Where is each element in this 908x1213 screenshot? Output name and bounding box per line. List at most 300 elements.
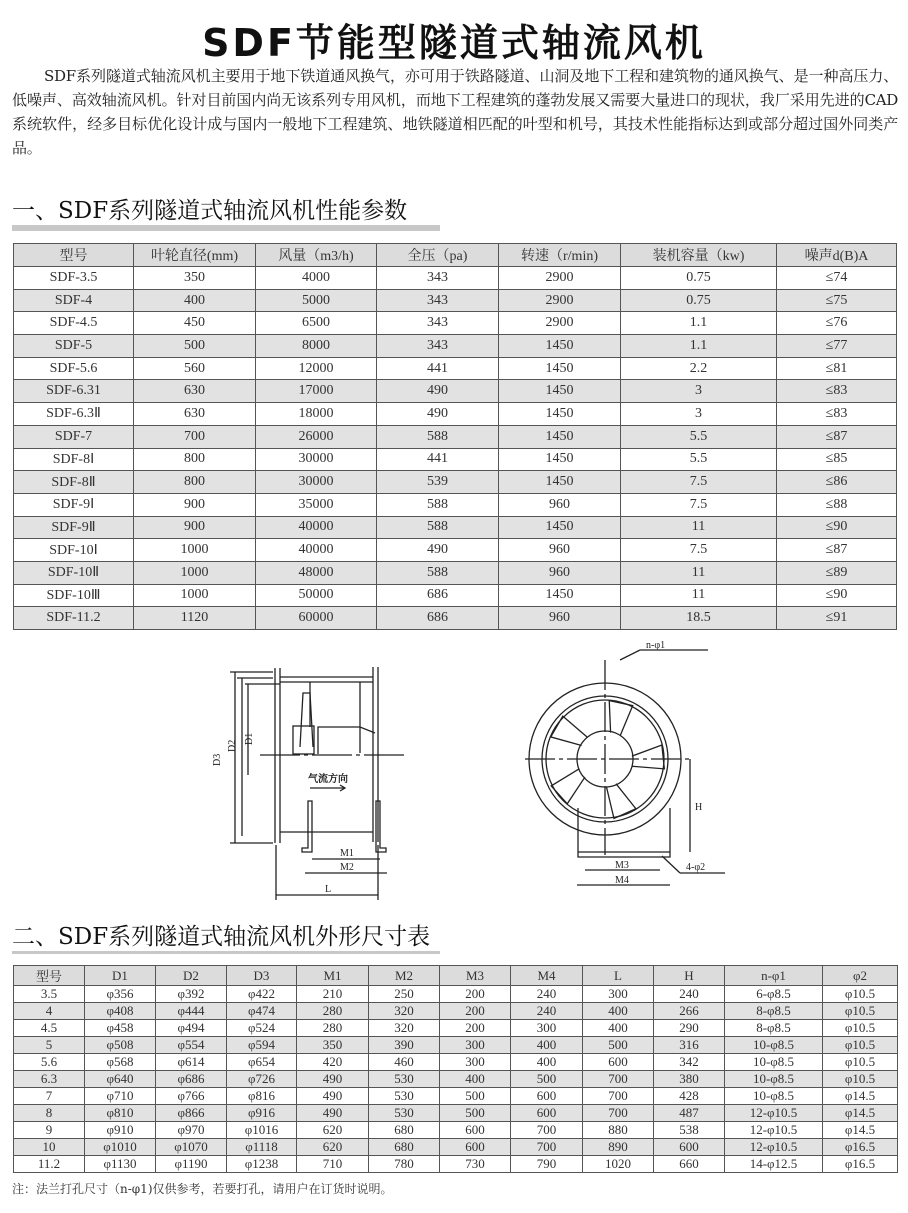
table-cell: φ444 <box>156 1003 227 1020</box>
table-cell: φ392 <box>156 986 227 1003</box>
table-cell: 960 <box>499 493 621 516</box>
d1-label: D1 <box>244 732 255 745</box>
m1-label: M1 <box>340 848 354 859</box>
holes-label: n-φ1 <box>646 640 666 651</box>
table-cell: 1450 <box>499 471 621 494</box>
column-header: M1 <box>297 966 369 986</box>
table-cell: 600 <box>654 1139 725 1156</box>
table-cell: 320 <box>369 1020 440 1037</box>
table-cell: 686 <box>377 607 499 630</box>
table-row <box>14 539 897 562</box>
table-cell: 400 <box>134 289 256 312</box>
table-cell: 441 <box>377 448 499 471</box>
m4-label: M4 <box>615 875 629 886</box>
table-cell: φ1118 <box>227 1139 297 1156</box>
column-header: 转速（r/min) <box>499 244 621 267</box>
table-cell: ≤74 <box>777 267 897 290</box>
table-cell: 1450 <box>499 335 621 358</box>
table-cell: φ686 <box>156 1071 227 1088</box>
table-row <box>14 561 897 584</box>
table-cell: 1000 <box>134 584 256 607</box>
table-cell: 290 <box>654 1020 725 1037</box>
table-cell: ≤87 <box>777 425 897 448</box>
table-cell: φ710 <box>85 1088 156 1105</box>
table-cell: SDF-8Ⅱ <box>14 471 134 494</box>
table-cell: 1000 <box>134 561 256 584</box>
table-cell: 700 <box>583 1071 654 1088</box>
table-cell: φ554 <box>156 1037 227 1054</box>
table-cell: 350 <box>134 267 256 290</box>
table-cell: 1120 <box>134 607 256 630</box>
table-cell: 380 <box>654 1071 725 1088</box>
table-cell: SDF-8Ⅰ <box>14 448 134 471</box>
table-cell: 900 <box>134 493 256 516</box>
table-cell: 500 <box>134 335 256 358</box>
table-cell: ≤75 <box>777 289 897 312</box>
table-cell: φ16.5 <box>823 1139 898 1156</box>
table-cell: ≤91 <box>777 607 897 630</box>
table-cell: 266 <box>654 1003 725 1020</box>
table-cell: φ524 <box>227 1020 297 1037</box>
table-row <box>14 493 897 516</box>
table-cell: 620 <box>297 1122 369 1139</box>
table-cell: 780 <box>369 1156 440 1173</box>
table-cell: 800 <box>134 448 256 471</box>
table-cell: 60000 <box>256 607 377 630</box>
table-cell: φ816 <box>227 1088 297 1105</box>
column-header: M4 <box>511 966 583 986</box>
table-cell: φ594 <box>227 1037 297 1054</box>
fan-blade <box>551 765 591 804</box>
table-cell: 300 <box>440 1054 511 1071</box>
table-cell: 428 <box>654 1088 725 1105</box>
table-cell: 10-φ8.5 <box>725 1088 823 1105</box>
table-cell: 588 <box>377 561 499 584</box>
table-cell: 11 <box>621 516 777 539</box>
table-cell: 1.1 <box>621 335 777 358</box>
column-header: D2 <box>156 966 227 986</box>
table-cell: φ766 <box>156 1088 227 1105</box>
table-cell: 880 <box>583 1122 654 1139</box>
table-cell: φ494 <box>156 1020 227 1037</box>
table-cell: 538 <box>654 1122 725 1139</box>
table-cell: φ16.5 <box>823 1156 898 1173</box>
table-cell: 900 <box>134 516 256 539</box>
performance-table <box>13 243 897 630</box>
table-cell: 500 <box>440 1105 511 1122</box>
table-cell: 40000 <box>256 539 377 562</box>
page-title: SDF节能型隧道式轴流风机 <box>202 21 706 65</box>
table-cell: 7.5 <box>621 493 777 516</box>
table-cell: 2900 <box>499 267 621 290</box>
table-cell: ≤81 <box>777 357 897 380</box>
table-cell: φ614 <box>156 1054 227 1071</box>
table-cell: φ916 <box>227 1105 297 1122</box>
table-row <box>14 986 898 1003</box>
table-cell: SDF-6.3Ⅱ <box>14 403 134 426</box>
table-cell: 10 <box>14 1139 85 1156</box>
column-header: 叶轮直径(mm) <box>134 244 256 267</box>
intro-paragraph: SDF系列隧道式轴流风机主要用于地下铁道通风换气，亦可用于铁路隧道、山洞及地下工程和建筑物的通风换气、是一种高压力、低噪声、高效轴流风机。针对目前国内尚无该系列专用风机，而地下工程建筑的蓬勃发展又需要大量进口的现状，我厂采用先进的CAD系统软件，经多目标优化设计成与国内一般地下工程建筑、地铁隧道相匹配的叶型和机号，其技术性能指标达到或部分超过国外同类产品。 <box>12 67 898 157</box>
table-cell: 300 <box>583 986 654 1003</box>
table-cell: 12000 <box>256 357 377 380</box>
table-cell: φ408 <box>85 1003 156 1020</box>
d2-label: D2 <box>227 739 238 752</box>
table-cell: 530 <box>369 1105 440 1122</box>
table-cell: 700 <box>583 1105 654 1122</box>
column-header: L <box>583 966 654 986</box>
table-cell: 14-φ12.5 <box>725 1156 823 1173</box>
table-cell: 200 <box>440 986 511 1003</box>
table-cell: ≤88 <box>777 493 897 516</box>
table-cell: 500 <box>440 1088 511 1105</box>
table-cell: 500 <box>511 1071 583 1088</box>
table-cell: 200 <box>440 1003 511 1020</box>
table-cell: 48000 <box>256 561 377 584</box>
table-cell: 12-φ10.5 <box>725 1122 823 1139</box>
table-cell: SDF-5 <box>14 335 134 358</box>
table-cell: 1450 <box>499 403 621 426</box>
footnote: 注：法兰打孔尺寸（n-φ1)仅供参考，若要打孔，请用户在订货时说明。 <box>12 1182 393 1196</box>
table-cell: 800 <box>134 471 256 494</box>
table-cell: 316 <box>654 1037 725 1054</box>
table-cell: φ568 <box>85 1054 156 1071</box>
table-row <box>14 267 897 290</box>
table-cell: 530 <box>369 1071 440 1088</box>
table-row <box>14 1156 898 1173</box>
table-row <box>14 380 897 403</box>
h-label: H <box>695 802 703 813</box>
column-header: D3 <box>227 966 297 986</box>
table-cell: SDF-5.6 <box>14 357 134 380</box>
table-row <box>14 1071 898 1088</box>
table-cell: 1.1 <box>621 312 777 335</box>
table-cell: 700 <box>511 1139 583 1156</box>
table-cell: 490 <box>377 380 499 403</box>
table-cell: φ10.5 <box>823 1054 898 1071</box>
table-cell: φ910 <box>85 1122 156 1139</box>
table-cell: 320 <box>369 1003 440 1020</box>
table-cell: 10-φ8.5 <box>725 1071 823 1088</box>
table-cell: 10-φ8.5 <box>725 1054 823 1071</box>
table-cell: φ1070 <box>156 1139 227 1156</box>
table-cell: 35000 <box>256 493 377 516</box>
table-cell: 600 <box>583 1054 654 1071</box>
table-cell: 500 <box>583 1037 654 1054</box>
table-cell: 2900 <box>499 289 621 312</box>
table-cell: SDF-9Ⅱ <box>14 516 134 539</box>
table-cell: 1450 <box>499 584 621 607</box>
table-row <box>14 584 897 607</box>
heading-underline <box>12 951 440 954</box>
table-cell: 600 <box>511 1105 583 1122</box>
table-cell: 588 <box>377 493 499 516</box>
table-row <box>14 448 897 471</box>
table-cell: φ474 <box>227 1003 297 1020</box>
table-cell: φ1238 <box>227 1156 297 1173</box>
table-cell: 700 <box>511 1122 583 1139</box>
table-cell: ≤90 <box>777 516 897 539</box>
table-cell: 630 <box>134 403 256 426</box>
table-cell: φ14.5 <box>823 1105 898 1122</box>
table-row <box>14 1088 898 1105</box>
table-cell: 700 <box>583 1088 654 1105</box>
table-cell: 490 <box>377 539 499 562</box>
table-cell: 18.5 <box>621 607 777 630</box>
table-cell: 588 <box>377 516 499 539</box>
table-cell: φ654 <box>227 1054 297 1071</box>
column-header: D1 <box>85 966 156 986</box>
table-cell: ≤85 <box>777 448 897 471</box>
table-cell: 3 <box>621 380 777 403</box>
table-cell: 600 <box>440 1139 511 1156</box>
table-cell: SDF-11.2 <box>14 607 134 630</box>
table-cell: φ640 <box>85 1071 156 1088</box>
table-cell: ≤77 <box>777 335 897 358</box>
table-cell: SDF-3.5 <box>14 267 134 290</box>
table-cell: 8000 <box>256 335 377 358</box>
table-row <box>14 1020 898 1037</box>
fan-blade <box>551 716 591 753</box>
table-cell: SDF-10Ⅰ <box>14 539 134 562</box>
table-cell: 0.75 <box>621 289 777 312</box>
table-cell: 11 <box>621 561 777 584</box>
table-cell: 588 <box>377 425 499 448</box>
table-cell: 240 <box>511 1003 583 1020</box>
table-cell: 11.2 <box>14 1156 85 1173</box>
table-cell: 620 <box>297 1139 369 1156</box>
table-cell: SDF-7 <box>14 425 134 448</box>
table-cell: 200 <box>440 1020 511 1037</box>
table-cell: φ1016 <box>227 1122 297 1139</box>
table-row <box>14 1139 898 1156</box>
table-cell: 7 <box>14 1088 85 1105</box>
table-cell: 5.6 <box>14 1054 85 1071</box>
table-cell: 30000 <box>256 448 377 471</box>
table-cell: 240 <box>511 986 583 1003</box>
dimensions-table <box>13 965 898 1173</box>
table-cell: 10-φ8.5 <box>725 1037 823 1054</box>
table-cell: 400 <box>511 1054 583 1071</box>
table-cell: ≤87 <box>777 539 897 562</box>
column-header: n-φ1 <box>725 966 823 986</box>
table-cell: 560 <box>134 357 256 380</box>
table-row <box>14 403 897 426</box>
table-cell: φ866 <box>156 1105 227 1122</box>
column-header: 风量（m3/h) <box>256 244 377 267</box>
table-cell: φ970 <box>156 1122 227 1139</box>
column-header: 全压（pa) <box>377 244 499 267</box>
table-cell: 343 <box>377 289 499 312</box>
table-cell: 400 <box>440 1071 511 1088</box>
table-cell: 2900 <box>499 312 621 335</box>
table-cell: 11 <box>621 584 777 607</box>
table-cell: 5000 <box>256 289 377 312</box>
table-cell: 250 <box>369 986 440 1003</box>
table-cell: 460 <box>369 1054 440 1071</box>
table-row <box>14 471 897 494</box>
column-header: M2 <box>369 966 440 986</box>
table-cell: 490 <box>297 1105 369 1122</box>
table-cell: φ14.5 <box>823 1122 898 1139</box>
table-cell: ≤83 <box>777 380 897 403</box>
column-header: 型号 <box>14 244 134 267</box>
table-cell: 6500 <box>256 312 377 335</box>
table-cell: ≤83 <box>777 403 897 426</box>
table-cell: 280 <box>297 1003 369 1020</box>
table-cell: 420 <box>297 1054 369 1071</box>
table-cell: φ1130 <box>85 1156 156 1173</box>
table-cell: 686 <box>377 584 499 607</box>
m3-label: M3 <box>615 860 629 871</box>
table-row <box>14 607 897 630</box>
table-cell: 390 <box>369 1037 440 1054</box>
table-row <box>14 516 897 539</box>
table-cell: φ10.5 <box>823 1037 898 1054</box>
table-cell: 680 <box>369 1122 440 1139</box>
table-cell: 30000 <box>256 471 377 494</box>
table-row <box>14 1105 898 1122</box>
column-header: H <box>654 966 725 986</box>
side-view-diagram <box>200 640 530 910</box>
table-cell: 18000 <box>256 403 377 426</box>
table-cell: φ1190 <box>156 1156 227 1173</box>
table-cell: 8 <box>14 1105 85 1122</box>
column-header: M3 <box>440 966 511 986</box>
table-cell: 240 <box>654 986 725 1003</box>
table-cell: 343 <box>377 312 499 335</box>
table-cell: 2.2 <box>621 357 777 380</box>
table-cell: 3 <box>621 403 777 426</box>
table-cell: SDF-10Ⅱ <box>14 561 134 584</box>
table-row <box>14 1037 898 1054</box>
table-cell: 343 <box>377 335 499 358</box>
table-cell: φ10.5 <box>823 1020 898 1037</box>
table-cell: ≤76 <box>777 312 897 335</box>
table-cell: 9 <box>14 1122 85 1139</box>
table-cell: 300 <box>440 1037 511 1054</box>
table-cell: φ508 <box>85 1037 156 1054</box>
table-cell: ≤89 <box>777 561 897 584</box>
table-row <box>14 425 897 448</box>
section-heading-performance: 一、SDF系列隧道式轴流风机性能参数 <box>12 198 408 224</box>
table-cell: 400 <box>583 1020 654 1037</box>
column-header: 噪声d(B)A <box>777 244 897 267</box>
table-cell: 343 <box>377 267 499 290</box>
table-row <box>14 357 897 380</box>
table-cell: φ14.5 <box>823 1088 898 1105</box>
table-row <box>14 289 897 312</box>
table-cell: φ726 <box>227 1071 297 1088</box>
table-cell: 400 <box>511 1037 583 1054</box>
table-cell: φ810 <box>85 1105 156 1122</box>
table-cell: 1450 <box>499 448 621 471</box>
table-cell: 40000 <box>256 516 377 539</box>
table-row <box>14 312 897 335</box>
table-cell: 210 <box>297 986 369 1003</box>
table-cell: φ1010 <box>85 1139 156 1156</box>
table-cell: 300 <box>511 1020 583 1037</box>
table-cell: φ356 <box>85 986 156 1003</box>
table-cell: 7.5 <box>621 539 777 562</box>
table-cell: 0.75 <box>621 267 777 290</box>
table-cell: 700 <box>134 425 256 448</box>
table-cell: 960 <box>499 607 621 630</box>
table-cell: φ458 <box>85 1020 156 1037</box>
table-cell: 710 <box>297 1156 369 1173</box>
table-cell: 1450 <box>499 425 621 448</box>
table-cell: 490 <box>297 1088 369 1105</box>
table-cell: 4 <box>14 1003 85 1020</box>
heading-underline <box>12 225 440 231</box>
table-cell: 539 <box>377 471 499 494</box>
table-cell: φ10.5 <box>823 1003 898 1020</box>
table-row <box>14 1122 898 1139</box>
table-cell: 5.5 <box>621 425 777 448</box>
feet-holes-label: 4-φ2 <box>686 862 706 873</box>
table-cell: 1450 <box>499 380 621 403</box>
table-cell: ≤86 <box>777 471 897 494</box>
m2-label: M2 <box>340 862 354 873</box>
column-header: φ2 <box>823 966 898 986</box>
table-cell: 17000 <box>256 380 377 403</box>
table-cell: 680 <box>369 1139 440 1156</box>
table-cell: 8-φ8.5 <box>725 1003 823 1020</box>
table-cell: 3.5 <box>14 986 85 1003</box>
table-cell: 600 <box>440 1122 511 1139</box>
table-cell: 890 <box>583 1139 654 1156</box>
table-cell: 530 <box>369 1088 440 1105</box>
table-cell: 1000 <box>134 539 256 562</box>
table-cell: 350 <box>297 1037 369 1054</box>
table-cell: φ10.5 <box>823 1071 898 1088</box>
table-cell: 450 <box>134 312 256 335</box>
table-cell: 26000 <box>256 425 377 448</box>
table-cell: 960 <box>499 561 621 584</box>
d3-label: D3 <box>212 753 223 766</box>
table-cell: 400 <box>583 1003 654 1020</box>
table-cell: 487 <box>654 1105 725 1122</box>
table-cell: SDF-6.31 <box>14 380 134 403</box>
table-cell: 342 <box>654 1054 725 1071</box>
l-label: L <box>325 884 332 895</box>
table-cell: 50000 <box>256 584 377 607</box>
table-cell: 730 <box>440 1156 511 1173</box>
table-cell: SDF-4 <box>14 289 134 312</box>
table-cell: 1450 <box>499 357 621 380</box>
table-cell: 4000 <box>256 267 377 290</box>
table-cell: SDF-4.5 <box>14 312 134 335</box>
table-cell: SDF-9Ⅰ <box>14 493 134 516</box>
table-cell: 5.5 <box>621 448 777 471</box>
front-view-diagram <box>520 640 730 910</box>
column-header: 型号 <box>14 966 85 986</box>
table-cell: 660 <box>654 1156 725 1173</box>
column-header: 装机容量（kw) <box>621 244 777 267</box>
table-cell: ≤90 <box>777 584 897 607</box>
table-row <box>14 1054 898 1071</box>
table-cell: 8-φ8.5 <box>725 1020 823 1037</box>
table-cell: φ10.5 <box>823 986 898 1003</box>
table-row <box>14 335 897 358</box>
table-cell: 1450 <box>499 516 621 539</box>
airflow-label: 气流方向 <box>308 774 348 785</box>
table-cell: 6-φ8.5 <box>725 986 823 1003</box>
table-cell: 12-φ10.5 <box>725 1139 823 1156</box>
table-cell: 6.3 <box>14 1071 85 1088</box>
table-cell: φ422 <box>227 986 297 1003</box>
table-cell: 960 <box>499 539 621 562</box>
